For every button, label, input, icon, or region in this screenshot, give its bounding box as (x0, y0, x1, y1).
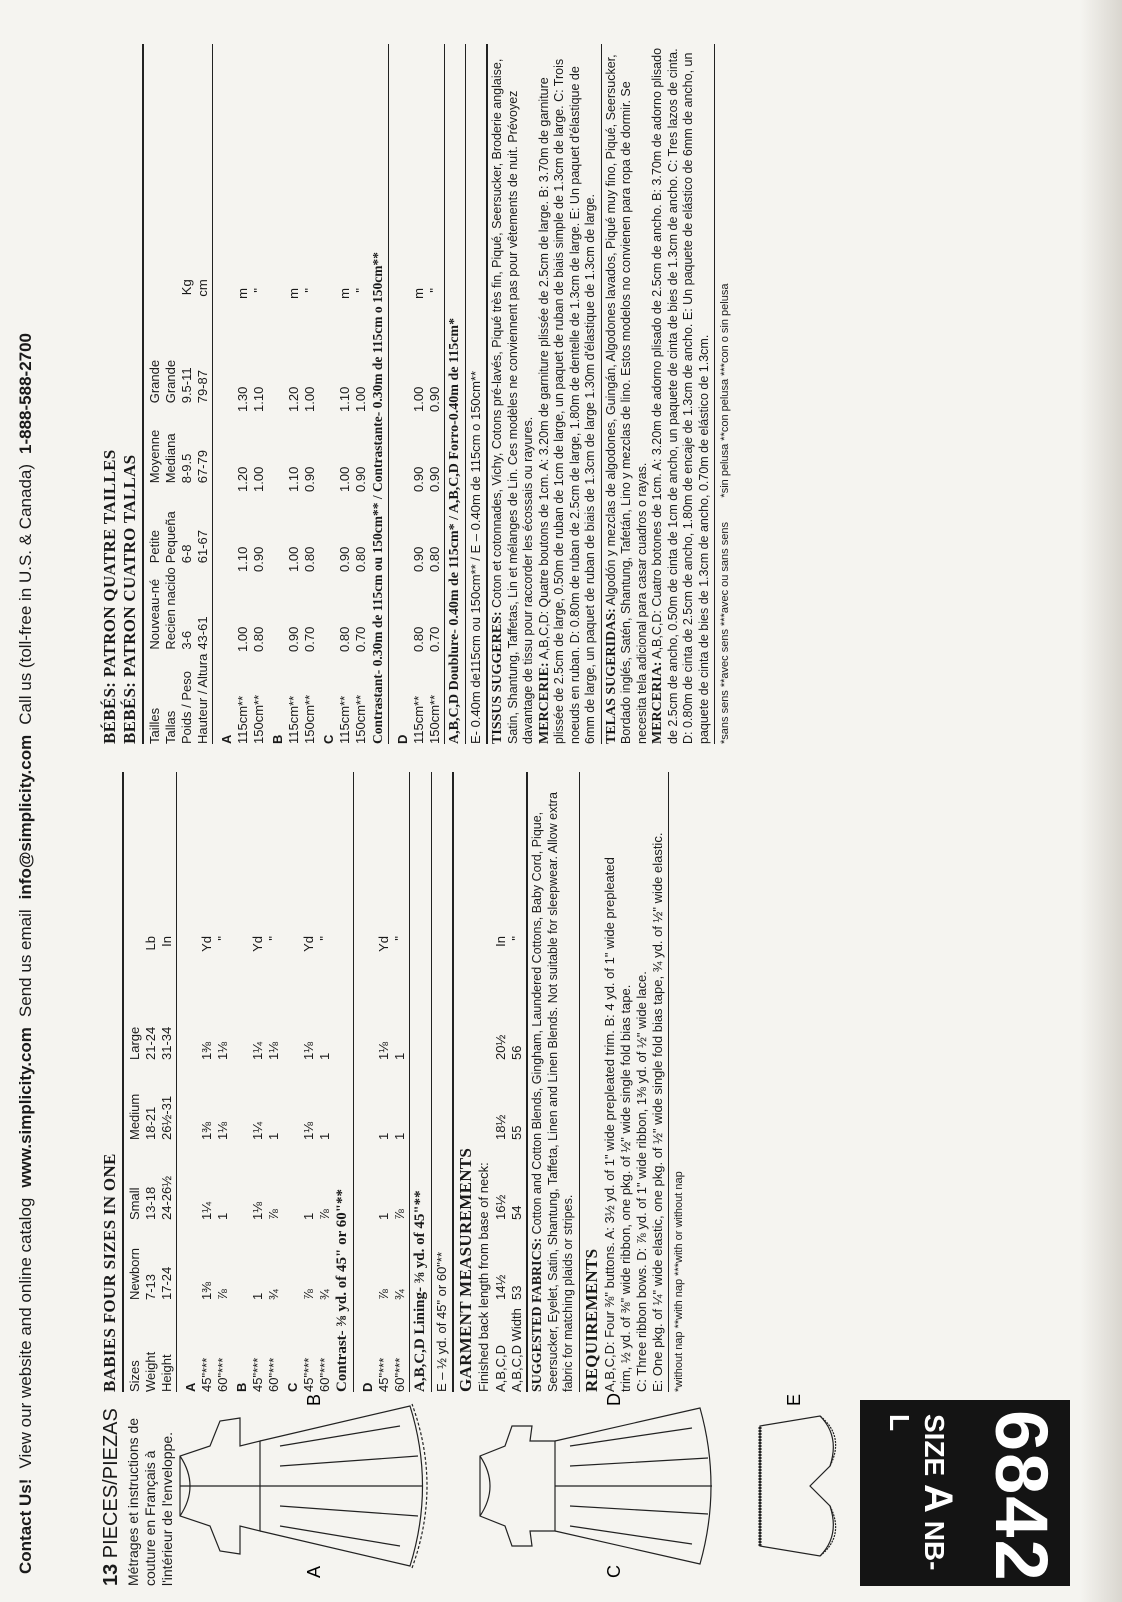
table-cell: 0.90 (426, 466, 442, 492)
view-label: D (394, 734, 410, 744)
view-label-row (281, 932, 300, 1392)
table-cell: 21-24 (142, 1026, 158, 1060)
requirement-line: E: One pkg. of ¼" wide elastic, one pkg. of ½" wide single fold bias tape, ¾ yd. of ½" wide elastic. (649, 832, 665, 1392)
divider (176, 772, 177, 1392)
view-label-row (179, 932, 198, 1392)
table-cell: 115cm** (234, 695, 250, 744)
table-cell: 1.20 (234, 466, 250, 492)
fabrics-text: Cotton and Cotton Blends, Gingham, Laundered Cottons, Baby Cord, Pique, Seersucker, Eyelet, Satin, Shantung, Taffeta, Linen and Linen Blends. Not suitable for sleepwear. Allow extra fabric for matching plaids or stripes. (530, 792, 575, 1392)
table-cell: Yd (300, 936, 316, 952)
metric-size-table (146, 275, 210, 744)
english-view-d-table (356, 932, 407, 1392)
english-yardage-table (179, 932, 332, 1392)
table-cell: 31-34 (158, 1026, 174, 1060)
table-cell: 54 (508, 1205, 524, 1220)
table-cell: " (426, 288, 442, 293)
metric-yardage-table (215, 284, 368, 744)
header-row (178, 275, 194, 744)
table-cell: Hauteur / Altura (194, 653, 210, 744)
mercerie-title: MERCERIE: (536, 662, 552, 744)
table-row (198, 932, 214, 1392)
divider (122, 772, 124, 1392)
size-range: NB-L (884, 1414, 950, 1571)
table-cell: 60"*** (265, 1357, 281, 1392)
view-label: B (233, 1382, 249, 1392)
table-cell: 9.5-11 (178, 367, 194, 404)
table-cell: A,B,C,D (492, 1345, 508, 1392)
view-label: A (218, 734, 234, 744)
table-cell: Newborn (126, 1247, 142, 1300)
english-footnote: *without nap **with nap ***with or without nap (672, 1171, 685, 1392)
table-cell: 0.80 (301, 546, 317, 572)
divider (388, 44, 389, 744)
table-cell: 150cm** (352, 694, 368, 744)
table-cell: Lb (142, 936, 158, 951)
view-label-e: E (784, 1393, 804, 1406)
english-title: BABIES FOUR SIZES IN ONE (100, 1153, 119, 1392)
table-cell: 0.90 (301, 466, 317, 492)
table-cell: 45"*** (198, 1357, 214, 1392)
view-label: C (320, 734, 336, 744)
telas-sugeridas (604, 44, 651, 744)
size-code: A (916, 1484, 960, 1513)
table-cell: Medium (126, 1093, 142, 1140)
table-cell: 1⅛ (249, 1201, 265, 1220)
table-cell: m (410, 288, 426, 299)
requirement-line: A,B,C,D: Four ⅜" buttons. A: 3½ yd. of 1" wide prepleated trim. B: 4 yd. of 1" wide prepleated (601, 857, 617, 1392)
table-cell: 0.90 (426, 386, 442, 412)
style-number-box (860, 1400, 1070, 1586)
divider (142, 44, 144, 744)
english-contrast: Contrast- ⅜ yd. of 45" or 60"** (334, 1188, 350, 1392)
table-cell: m (336, 288, 352, 299)
view-label: B (269, 734, 285, 744)
table-cell: 0.80 (426, 546, 442, 572)
table-cell: 1 (391, 1052, 407, 1060)
table-row (492, 932, 508, 1392)
table-cell: Yd (375, 936, 391, 952)
table-cell: Grande (146, 359, 162, 404)
table-cell: 1 (316, 1132, 332, 1140)
tissus-title: TISSUS SUGGERES: (490, 611, 505, 744)
table-cell: " (391, 936, 407, 941)
divider (714, 44, 715, 744)
fabrics-title: SUGGESTED FABRICS: (530, 1237, 545, 1392)
table-cell: 0.70 (426, 626, 442, 652)
table-cell: 1.00 (336, 466, 352, 492)
view-label-row (356, 932, 375, 1392)
view-label: A (182, 1382, 198, 1392)
table-cell: " (214, 936, 230, 941)
table-row (375, 932, 391, 1392)
suggested-fabrics (530, 772, 577, 1392)
divider (601, 44, 602, 744)
table-cell: In (492, 936, 508, 947)
table-row (285, 284, 301, 744)
table-cell: " (250, 288, 266, 293)
table-cell: 1.00 (301, 386, 317, 412)
header-row (158, 932, 174, 1392)
table-row (426, 284, 442, 744)
table-cell: 17-24 (158, 1266, 174, 1300)
table-cell: 60"*** (391, 1357, 407, 1392)
style-number: 6842 (980, 1410, 1063, 1583)
table-cell: 6-8 (178, 544, 194, 564)
table-cell: Small (126, 1187, 142, 1220)
table-cell: 1 (300, 1212, 316, 1220)
table-cell: 1 (316, 1052, 332, 1060)
table-row (234, 284, 250, 744)
table-cell: m (234, 288, 250, 299)
metric-view-d-table (391, 284, 442, 744)
table-cell: Weight (142, 1351, 158, 1392)
website-link[interactable]: www.simplicity.com (16, 1027, 35, 1188)
view-label-d: D (604, 1393, 624, 1406)
divider (444, 44, 445, 744)
bloomers-e-drawing (760, 1416, 836, 1556)
table-cell: 18-21 (142, 1106, 158, 1140)
table-cell: 1¼ (249, 1121, 265, 1140)
pieces-count: 13 (100, 1563, 122, 1586)
english-section (100, 772, 1060, 1392)
table-cell: 0.90 (410, 466, 426, 492)
table-cell: " (316, 936, 332, 941)
table-cell: 16½ (492, 1194, 508, 1220)
table-row (265, 932, 281, 1392)
table-cell: " (508, 936, 524, 941)
requirements-list (602, 772, 666, 1392)
table-cell: 79-87 (194, 370, 210, 404)
table-cell: ⅞ (391, 1209, 407, 1220)
view-label-row (230, 932, 249, 1392)
divider (486, 44, 488, 744)
size-label (883, 1414, 960, 1586)
table-cell: 1.10 (285, 466, 301, 492)
table-row (410, 284, 426, 744)
view-label-row (391, 284, 410, 744)
table-cell: 3-6 (178, 630, 194, 650)
spanish-footnote: *sin pelusa **con pelusa ***con o sin pelusa (719, 283, 731, 498)
table-cell: Grande (162, 359, 178, 404)
table-cell: 1⅛ (375, 1041, 391, 1060)
table-cell: 150cm** (250, 694, 266, 744)
table-cell: 115cm** (336, 695, 352, 744)
garment-table (492, 932, 524, 1392)
table-cell: Height (158, 1354, 174, 1392)
table-cell: cm (194, 279, 210, 297)
table-cell: 1⅛ (265, 1041, 281, 1060)
table-cell: Mediana (162, 433, 178, 484)
tissus-text: Coton et cotonnades, Vichy, Cotons pré-lavés, Piqué très fin, Piqué, Seersucker, Broderie anglaise, Satin, Shantung, Taffetas, Lin et mélanges de Lin. Ces modèles ne conviennent pas pour vêtements de nuit. Prévoyez davantage de tissu pour raccorder les écossais ou rayures. (490, 58, 535, 744)
table-cell: 1 (265, 1132, 281, 1140)
garment-sub: Finished back length from base of neck: (476, 1162, 491, 1392)
table-cell: 1.10 (234, 546, 250, 572)
table-cell: 0.80 (336, 626, 352, 652)
table-row (214, 932, 230, 1392)
tissus-suggeres (490, 44, 537, 744)
table-cell: Tailles (146, 707, 162, 744)
contact-text-3: Call us (toll-free in U.S. & Canada) (16, 463, 35, 725)
table-cell: 1⅛ (214, 1041, 230, 1060)
table-cell: 0.90 (285, 626, 301, 652)
spanish-title: BEBÉS: PATRON CUATRO TALLAS (120, 454, 139, 744)
table-cell: 45"*** (249, 1357, 265, 1392)
table-cell: A,B,C,D Width (508, 1308, 524, 1392)
contact-text-1: View our website and online catalog (16, 1197, 35, 1469)
contact-label: Contact Us! (16, 1478, 35, 1574)
pieces-title (100, 1402, 123, 1586)
table-cell: m (285, 288, 301, 299)
table-cell (126, 932, 142, 980)
mercerie (537, 44, 599, 744)
table-cell: 115cm** (285, 695, 301, 744)
table-row (249, 932, 265, 1392)
table-cell: 150cm** (301, 694, 317, 744)
requirements-title: REQUIREMENTS (581, 1248, 601, 1392)
table-cell: Recien nacido (162, 567, 178, 650)
view-label: D (359, 1382, 375, 1392)
table-cell: 53 (508, 1285, 524, 1300)
divider (409, 772, 410, 1392)
table-cell: 1¼ (249, 1041, 265, 1060)
table-cell: 1 (375, 1132, 391, 1140)
table-cell: 61-67 (194, 530, 210, 564)
divider (212, 44, 213, 744)
divider (668, 772, 669, 1392)
merceria-title: MERCERIA: (650, 661, 665, 744)
header-row (142, 932, 158, 1392)
divider (526, 772, 528, 1392)
header-row (126, 932, 142, 1392)
metric-lining: A,B,C,D Doublure- 0.40m de 115cm* / A,B,C,D Forro-0.40m de 115cm* (447, 317, 462, 744)
table-cell: 150cm** (426, 694, 442, 744)
table-cell: ⅞ (316, 1209, 332, 1220)
table-cell: Tallas (162, 710, 178, 744)
table-cell: Kg (178, 279, 194, 296)
table-cell: 0.70 (352, 626, 368, 652)
table-cell: 0.80 (352, 546, 368, 572)
table-row (391, 932, 407, 1392)
table-cell: Petite (146, 530, 162, 564)
table-cell: 45"*** (300, 1357, 316, 1392)
table-cell: Sizes (126, 1360, 142, 1392)
table-cell: 60"*** (214, 1357, 230, 1392)
table-row (301, 284, 317, 744)
table-row (300, 932, 316, 1392)
table-cell: Poids / Peso (178, 671, 194, 744)
table-row (352, 284, 368, 744)
table-cell: 0.90 (250, 546, 266, 572)
table-cell: 24-26½ (158, 1175, 174, 1220)
table-cell: ¾ (316, 1289, 332, 1300)
view-label: C (284, 1382, 300, 1392)
table-cell: 0.90 (352, 466, 368, 492)
french-spanish-section (100, 44, 1090, 744)
divider (579, 772, 580, 1392)
mercerie-text: A,B,C,D: Quatre boutons de 1cm. A: 3.20m de garniture plissée de 2.5cm de large. B: 3.70m de garniture plissée de 2.5cm de large, 0.50m de ruban de 1cm de large, un paquet de ruban de biais simple de 1.3cm de large. C: Trois noeuds en ruban. D: 0.80m de ruban de 2.5cm de large, 1.80m de dentelle de 1.3cm de large. E: Un paquet d'élastique de 6mm de large, un paquet de ruban de biais de 1.3cm de large 1.30m d'élastique de 1.3cm de large. (536, 58, 597, 744)
metric-contrast: Contrastant- 0.30m de 115cm ou 150cm** / Contrastante- 0.30m de 115cm o 150cm** (370, 252, 385, 744)
table-cell: 1.00 (285, 546, 301, 572)
header-row (162, 275, 178, 744)
email-link[interactable]: info@simplicity.com (16, 734, 35, 900)
table-cell: 45"*** (375, 1357, 391, 1392)
table-cell: Pequeña (162, 511, 178, 564)
table-cell: 1.20 (285, 386, 301, 412)
table-cell: 1 (214, 1212, 230, 1220)
dress-ab-drawing (180, 1404, 427, 1568)
table-cell: 1.00 (352, 386, 368, 412)
merceria-text: A,B,C,D: Cuatro botones de 1cm. A: 3.20m de adorno plisado de 2.5cm de ancho. B: 3.70m de adorno plisado de 2.5cm de ancho, 0.50m de cinta de 1cm de ancho, un paquete de cinta de bies de 1.3cm de ancho. C: Tres lazos de cinta. D: 0.80m de cinta de 2.5cm de ancho, 1.80m de encaje de 1.3cm de ancho. E: Un paquete de elástico de 6mm de ancho, un paquete de cinta de bies de 1.3cm de ancho, 0.70m de elástico de 1.3cm. (650, 47, 711, 744)
table-cell (146, 275, 162, 323)
table-row (316, 932, 332, 1392)
table-cell: 43-61 (194, 616, 210, 650)
table-cell: 8-9.5 (178, 453, 194, 484)
view-label-row (215, 284, 234, 744)
table-cell: 1¼ (198, 1201, 214, 1220)
french-footnote (719, 44, 731, 744)
header-row (194, 275, 210, 744)
view-label-b: B (304, 1393, 324, 1406)
garment-title: GARMENT MEASUREMENTS (456, 1147, 475, 1392)
table-cell: ¾ (391, 1289, 407, 1300)
table-cell: ⅞ (265, 1209, 281, 1220)
table-cell: 1⅜ (198, 1281, 214, 1300)
divider (431, 772, 432, 1392)
table-cell: 0.80 (410, 626, 426, 652)
view-label-a: A (304, 1565, 324, 1578)
table-cell: Nouveau-né (146, 578, 162, 650)
french-title: BÉBÉS: PATRON QUATRE TAILLES (100, 449, 119, 744)
french-footnote-1: *sans sens **avec sens ***avec ou sans sens (719, 522, 731, 744)
view-label-row (317, 284, 336, 744)
table-cell: 14½ (492, 1274, 508, 1300)
divider (353, 772, 354, 1392)
pieces-label: PIECES/PIEZAS (100, 1408, 122, 1559)
table-row (508, 932, 524, 1392)
table-cell: 1⅜ (198, 1121, 214, 1140)
table-cell: " (265, 936, 281, 941)
table-cell: Yd (198, 936, 214, 952)
table-cell: 56 (508, 1045, 524, 1060)
table-cell: 20½ (492, 1034, 508, 1060)
divider (465, 44, 466, 744)
table-cell: Large (126, 1026, 142, 1060)
table-cell: 1.00 (250, 466, 266, 492)
table-cell: 60"*** (316, 1357, 332, 1392)
table-cell: 1⅛ (214, 1121, 230, 1140)
table-cell: 18½ (492, 1114, 508, 1140)
table-cell: ¾ (265, 1289, 281, 1300)
contact-bar (16, 14, 44, 1574)
dress-cd-drawing (480, 1408, 712, 1564)
table-cell: 13-18 (142, 1186, 158, 1220)
table-cell: 0.90 (410, 546, 426, 572)
table-cell: 1⅛ (300, 1041, 316, 1060)
table-cell: ⅞ (300, 1289, 316, 1300)
metric-e-line: E- 0.40m de115cm ou 150cm** / E – 0.40m de 115cm o 150cm** (468, 370, 483, 744)
table-cell: 1⅛ (300, 1121, 316, 1140)
table-row (250, 284, 266, 744)
english-lining: A,B,C,D Lining- ⅜ yd. of 45"** (412, 1190, 428, 1392)
table-cell (162, 275, 178, 323)
garment-drawings (160, 1386, 880, 1586)
requirement-line: C: Three ribbon bows. D: ⅞ yd. of 1" wide ribbon, 1⅜ yd. of ½" wide lace. (633, 971, 649, 1392)
table-cell: 1.10 (250, 386, 266, 412)
telas-title: TELAS SUGERIDAS: (603, 608, 619, 744)
pieces-note: Métrages et instructions de couture en Français à l'intérieur de l'enveloppe. (125, 1417, 175, 1586)
table-cell: 67-79 (194, 450, 210, 484)
table-cell: Yd (249, 936, 265, 952)
table-cell: 1⅜ (198, 1041, 214, 1060)
table-row (336, 284, 352, 744)
table-cell: 1.10 (336, 386, 352, 412)
header-row (146, 275, 162, 744)
table-cell: 1 (375, 1212, 391, 1220)
table-cell: ⅞ (375, 1289, 391, 1300)
table-cell: 115cm** (410, 695, 426, 744)
table-cell: 0.90 (336, 546, 352, 572)
table-cell: 55 (508, 1125, 524, 1140)
table-cell: 1.00 (234, 626, 250, 652)
table-cell: 1 (391, 1132, 407, 1140)
telas-text: Algodón y mezclas de algodones, Guingán, Algodones lavados, Piqué muy fino, Piqué, Seersucker, Bordado inglés, Satén, Shantung, Tafetán, Lino y mezclas de lino. Estos modelos no convienen para ropa de dormir. Se necesita tela adicional para casar cuadros o rayas. (603, 54, 649, 744)
view-label-c: C (604, 1565, 624, 1578)
table-cell: 1.00 (410, 386, 426, 412)
table-cell: " (352, 288, 368, 293)
english-e-line: E – ½ yd. of 45" or 60"** (434, 1251, 449, 1392)
table-cell: 7-13 (142, 1273, 158, 1300)
table-cell: 0.80 (250, 626, 266, 652)
phone-number: 1-888-588-2700 (16, 332, 35, 454)
english-size-table (126, 932, 174, 1392)
requirement-line: trim, ½ yd. of ⅜" wide ribbon, one pkg. of ½" wide single fold bias tape. (617, 984, 633, 1392)
table-cell: " (301, 288, 317, 293)
table-cell: 26½-31 (158, 1095, 174, 1140)
size-word: SIZE (919, 1414, 950, 1477)
table-cell: 0.70 (301, 626, 317, 652)
table-cell: In (158, 936, 174, 947)
contact-text-2: Send us email (16, 909, 35, 1018)
table-cell: Moyenne (146, 429, 162, 484)
view-label-row (266, 284, 285, 744)
merceria (650, 44, 712, 744)
divider (452, 772, 454, 1392)
table-cell: 1 (249, 1292, 265, 1300)
table-cell: ⅞ (214, 1289, 230, 1300)
table-cell: 1.30 (234, 386, 250, 412)
